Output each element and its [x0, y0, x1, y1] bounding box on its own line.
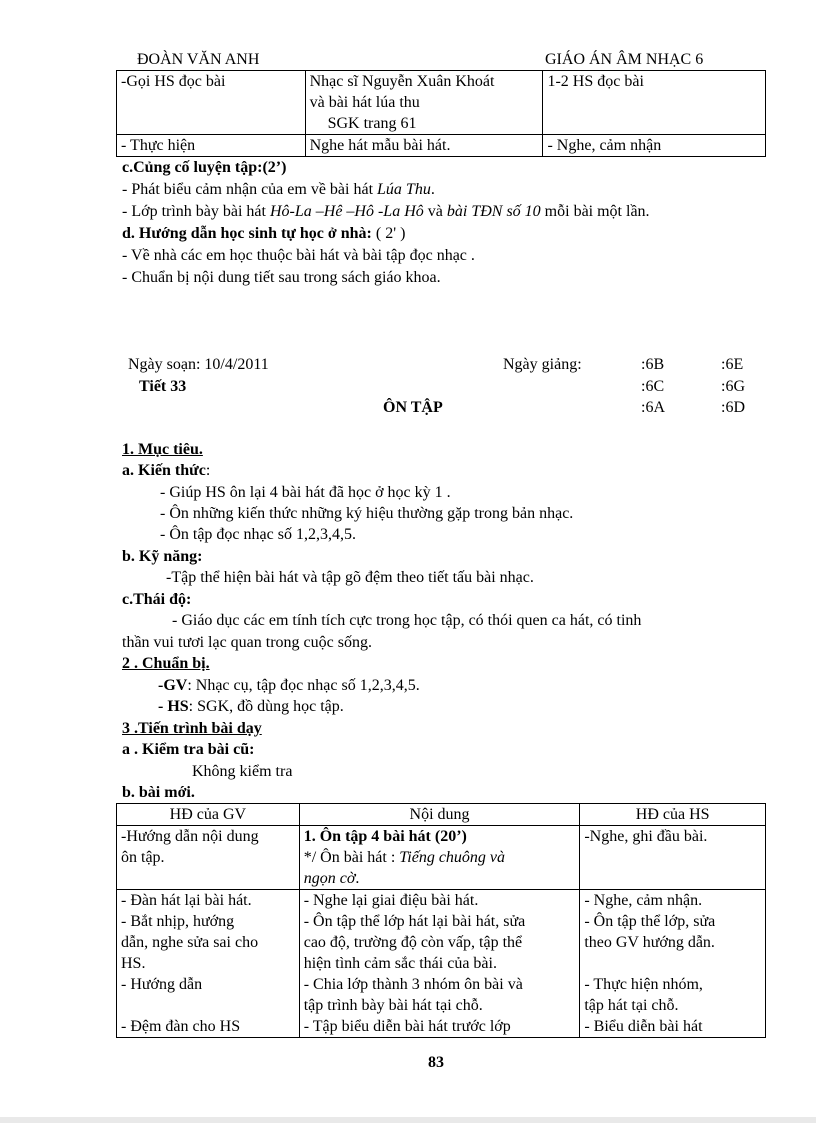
song-title: Lúa Thu: [377, 181, 431, 198]
old-lesson-text: Không kiểm tra: [192, 763, 293, 780]
cell-line: theo GV hướng dẫn.: [584, 934, 715, 951]
table-cell: Nghe hát mẫu bài hát.: [305, 135, 543, 157]
period-label: Tiết 33: [139, 378, 187, 395]
table-cell: [117, 826, 300, 890]
attitude-line: thần vui tươi lạc quan trong cuộc sống.: [122, 634, 372, 651]
knowledge-heading-line: [122, 461, 210, 481]
cell-line: [584, 953, 761, 974]
prep-gv-label: -GV: [158, 677, 188, 694]
attitude-line: - Giáo dục các em tính tích cực trong học tập, có thói quen ca hát, có tinh: [172, 612, 642, 629]
text: và: [423, 203, 447, 220]
page-bottom-edge: [0, 1117, 816, 1123]
homework-time: ( 2' ): [371, 225, 406, 242]
text: - Phát biểu cảm nhận của em về bài hát: [122, 181, 378, 198]
cell-line: Nhạc sĩ Nguyễn Xuân Khoát: [309, 73, 495, 90]
cell-line: - Nghe, cảm nhận.: [584, 892, 703, 909]
knowledge-item: - Ôn tập đọc nhạc số 1,2,3,4,5.: [160, 526, 356, 543]
new-lesson-heading: b. bài mới.: [122, 784, 195, 801]
homework-item: - Chuẩn bị nội dung tiết sau trong sách giáo khoa.: [122, 269, 441, 286]
teach-date-label: Ngày giảng:: [503, 356, 582, 373]
consolidation-line: [122, 202, 650, 222]
cell-line: - Chia lớp thành 3 nhóm ôn bài và: [303, 976, 523, 993]
prep-hs-text: : SGK, đồ dùng học tập.: [188, 698, 344, 715]
table-cell: [299, 826, 580, 890]
class-label: :6D: [721, 399, 745, 416]
consolidation-line: [122, 180, 435, 200]
column-header: Nội dung: [299, 804, 580, 826]
table-cell: [580, 826, 766, 890]
cell-line: HS.: [121, 955, 146, 972]
table-cell: 1-2 HS đọc bài: [543, 71, 766, 135]
knowledge-heading: a. Kiến thức: [122, 462, 206, 479]
text: - Lớp trình bày bài hát: [122, 203, 270, 220]
song-title: Hô-La –Hê –Hô -La Hô: [269, 203, 424, 220]
exercise-title: bài TĐN số 10: [446, 203, 541, 220]
table-cell: [580, 890, 766, 1038]
knowledge-item: - Giúp HS ôn lại 4 bài hát đã học ở học kỳ 1 .: [160, 484, 451, 501]
class-label: :6E: [721, 356, 744, 373]
cell-line: cao độ, trường độ còn vấp, tập thể: [303, 934, 523, 951]
cell-line: - Đàn hát lại bài hát.: [121, 892, 252, 909]
class-label: :6A: [641, 399, 665, 416]
cell-line: 1. Ôn tập 4 bài hát (20’): [303, 828, 467, 845]
table-cell: [117, 890, 300, 1038]
cell-line: - Biểu diễn bài hát: [584, 1018, 703, 1035]
table-cell: - Thực hiện: [117, 135, 306, 157]
cell-line: - Ôn tập thể lớp, sửa: [584, 913, 716, 930]
table-row: [117, 890, 766, 1038]
knowledge-item: - Ôn những kiến thức những ký hiệu thường gặp trong bản nhạc.: [160, 505, 574, 522]
cell-line: tập hát tại chỗ.: [584, 997, 679, 1014]
objectives-heading: 1. Mục tiêu.: [122, 441, 203, 458]
class-label: :6G: [721, 378, 745, 395]
cell-line: - Tập biểu diễn bài hát trước lớp: [303, 1018, 511, 1035]
page-number: 83: [428, 1054, 444, 1071]
class-label: :6B: [641, 356, 665, 373]
cell-line: tập trình bày bài hát tại chỗ.: [303, 997, 483, 1014]
column-header: HĐ của GV: [117, 804, 300, 826]
text: .: [355, 870, 360, 887]
cell-line: -Nghe, ghi đầu bài.: [584, 828, 708, 845]
cell-line: [121, 995, 295, 1016]
prep-hs-label: - HS: [158, 698, 189, 715]
table-row: [117, 135, 766, 157]
top-table: [116, 70, 766, 157]
table-cell: -Gọi HS đọc bài: [117, 71, 306, 135]
cell-line: ôn tập.: [121, 849, 165, 866]
cell-line: hiện tình cảm sắc thái của bài.: [303, 955, 497, 972]
cell-line: SGK trang 61: [327, 115, 417, 132]
cell-line: - Hướng dẫn: [121, 976, 203, 993]
cell-line: [304, 868, 576, 889]
column-header: HĐ của HS: [580, 804, 766, 826]
cell-line: - Bắt nhịp, hướng: [121, 913, 235, 930]
prep-hs: [158, 697, 344, 717]
table-row: [117, 71, 766, 135]
homework-item: - Về nhà các em học thuộc bài hát và bài tập đọc nhạc .: [122, 247, 475, 264]
text: .: [430, 181, 435, 198]
prep-gv-text: : Nhạc cụ, tập đọc nhạc số 1,2,3,4,5.: [187, 677, 420, 694]
preparation-heading: 2 . Chuẩn bị.: [122, 655, 210, 672]
cell-line: - Thực hiện nhóm,: [584, 976, 703, 993]
homework-heading: d. Hướng dẫn học sinh tự học ở nhà:: [122, 225, 372, 242]
table-header-row: [117, 804, 766, 826]
cell-line: -Hướng dẫn nội dung: [121, 828, 259, 845]
prep-gv: [158, 676, 420, 696]
header-subject: GIÁO ÁN ÂM NHẠC 6: [545, 51, 704, 68]
text: */ Ôn bài hát :: [303, 849, 400, 866]
song-title: ngọn cờ: [303, 870, 356, 887]
cell-line: - Đệm đàn cho HS: [121, 1018, 241, 1035]
consolidation-heading: c.Củng cố luyện tập:(2’): [122, 159, 287, 176]
song-title: Tiếng chuông và: [399, 849, 506, 866]
table-cell: [305, 71, 543, 135]
table-cell: [299, 890, 580, 1038]
header-author: ĐOÀN VĂN ANH: [137, 51, 260, 68]
prep-date: Ngày soạn: 10/4/2011: [128, 356, 269, 373]
skills-item: -Tập thể hiện bài hát và tập gõ đệm theo tiết tấu bài nhạc.: [166, 569, 534, 586]
attitude-heading: c.Thái độ:: [122, 591, 192, 608]
cell-line: và bài hát lúa thu: [309, 94, 420, 111]
old-lesson-heading: a . Kiểm tra bài cũ:: [122, 741, 255, 758]
cell-line: - Ôn tập thể lớp hát lại bài hát, sửa: [303, 913, 526, 930]
class-label: :6C: [641, 378, 665, 395]
table-cell: - Nghe, cảm nhận: [543, 135, 766, 157]
table-row: [117, 826, 766, 890]
cell-line: dẫn, nghe sửa sai cho: [121, 934, 259, 951]
text: :: [205, 462, 211, 479]
skills-heading: b. Kỹ năng:: [122, 548, 203, 565]
homework-heading-line: [122, 224, 405, 244]
process-heading: 3 .Tiến trình bài dạy: [122, 720, 262, 737]
cell-line: [304, 847, 576, 868]
text: mỗi bài một lần.: [540, 203, 650, 220]
lesson-title: ÔN TẬP: [383, 399, 443, 416]
lesson-table: [116, 803, 766, 1038]
cell-line: - Nghe lại giai điệu bài hát.: [303, 892, 479, 909]
